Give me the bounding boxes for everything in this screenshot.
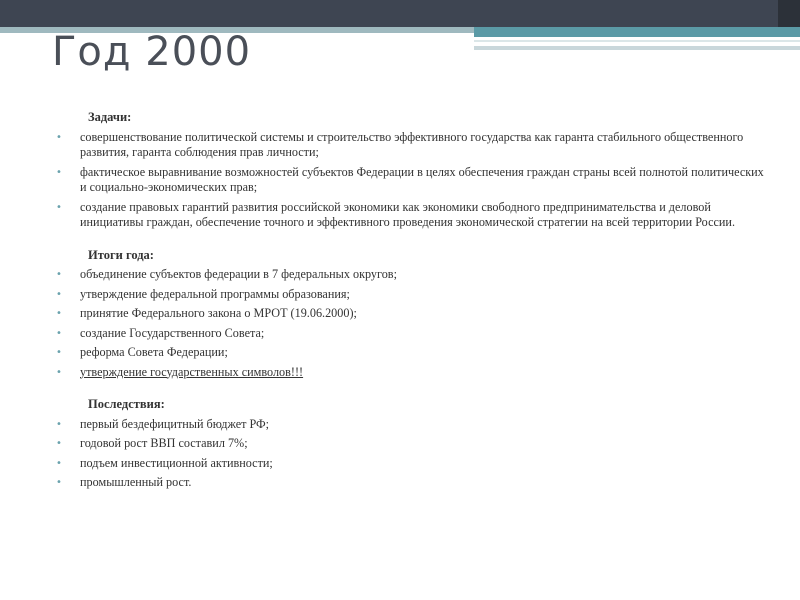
bullet-icon: • <box>56 366 62 378</box>
section-heading-consequences: Последствия: <box>88 397 165 411</box>
list-item <box>56 306 766 322</box>
list-item-text: первый бездефицитный бюджет РФ; <box>80 416 270 431</box>
list-item-text: годовой рост ВВП составил 7%; <box>80 436 248 450</box>
top-dark-bar <box>0 0 800 27</box>
list-item <box>56 267 766 283</box>
list-item <box>56 456 766 472</box>
bullet-icon: • <box>56 166 62 178</box>
slide-title: Год 2000 <box>52 29 252 75</box>
list-item-text: промышленный рост. <box>80 475 192 489</box>
list-item-text: реформа Совета Федерации; <box>80 345 228 359</box>
list-item-text: утверждение федеральной программы образования; <box>80 286 350 301</box>
list-item-text: объединение субъектов федерации в 7 федеральных округов; <box>80 267 397 281</box>
accent-line-upper <box>474 40 800 42</box>
list-item <box>56 475 766 491</box>
list-item-text: фактическое выравнивание возможностей субъектов Федерации в целях обеспечения граждан страны всей полнотой политических и социально-экономических прав; <box>80 164 764 194</box>
section-heading-tasks: Задачи: <box>88 110 132 124</box>
results-list <box>56 267 766 380</box>
top-dark-bar-edge <box>778 0 800 27</box>
bullet-icon: • <box>56 288 62 300</box>
list-item <box>56 365 766 381</box>
slide-content <box>56 110 766 495</box>
consequences-list <box>56 417 766 491</box>
list-item <box>56 287 766 303</box>
list-item <box>56 200 766 231</box>
bullet-icon: • <box>56 418 62 430</box>
list-item-text: совершенствование политической системы и строительство эффективного государства как гаранта стабильного общественного развития, гаранта соблюдения прав личности; <box>80 129 744 159</box>
list-item <box>56 345 766 361</box>
accent-line-lower <box>474 46 800 50</box>
list-item-text: создание правовых гарантий развития российской экономики как экономики свободного предпринимательства и деловой инициативы граждан, обеспечение точного и эффективного проведения экономической стратегии на всей территории России. <box>80 199 735 229</box>
list-item-text: подъем инвестиционной активности; <box>80 455 273 470</box>
bullet-icon: • <box>56 438 62 449</box>
bullet-icon: • <box>56 308 62 319</box>
bullet-icon: • <box>56 131 62 143</box>
bullet-icon: • <box>56 477 62 488</box>
bullet-icon: • <box>56 269 62 280</box>
bullet-icon: • <box>56 347 62 358</box>
tasks-list <box>56 130 766 231</box>
bullet-icon: • <box>56 457 62 469</box>
list-item <box>56 326 766 342</box>
top-teal-accent <box>474 27 800 37</box>
bullet-icon: • <box>56 327 62 339</box>
list-item-text: принятие Федерального закона о МРОТ (19.06.2000); <box>80 306 357 320</box>
list-item <box>56 417 766 433</box>
list-item <box>56 165 766 196</box>
bullet-icon: • <box>56 201 62 213</box>
list-item <box>56 130 766 161</box>
section-heading-results: Итоги года: <box>88 247 154 262</box>
list-item <box>56 436 766 452</box>
list-item-text-underlined: утверждение государственных символов!!! <box>80 364 304 379</box>
list-item-text: создание Государственного Совета; <box>80 325 265 340</box>
